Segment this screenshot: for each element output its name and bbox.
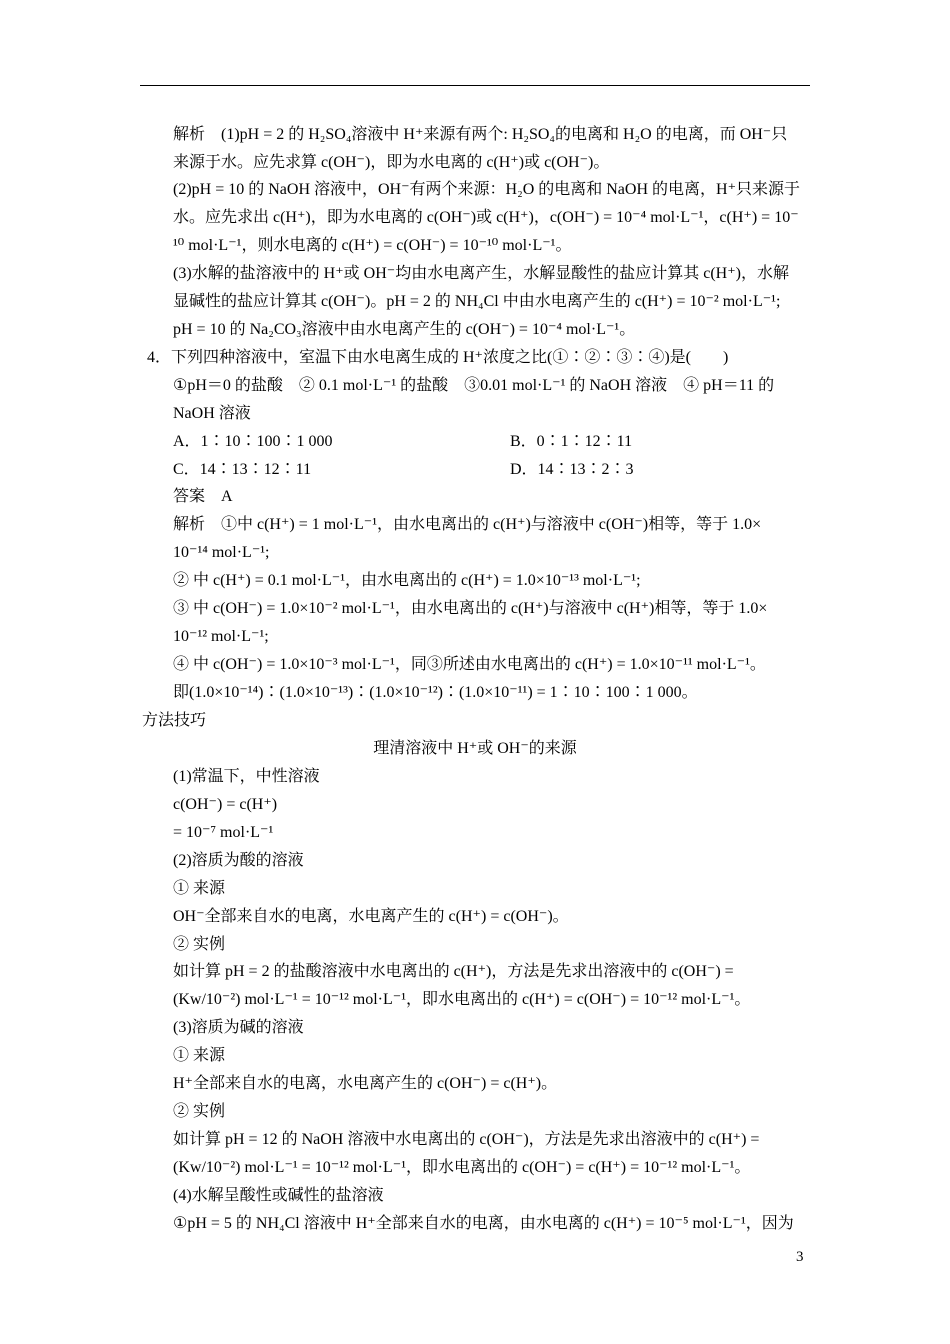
section-title: 理清溶液中 H⁺或 OH⁻的来源	[373, 740, 577, 757]
text-line: ¹⁰ mol·L⁻¹，则水电离的 c(H⁺) = c(OH⁻) = 10⁻¹⁰ mol·L⁻¹。	[173, 237, 572, 254]
text-line: ①pH＝0 的盐酸 ② 0.1 mol·L⁻¹ 的盐酸 ③0.01 mol·L⁻¹ 的 NaOH 溶液 ④ pH＝11 的	[173, 377, 775, 394]
text-line: 如计算 pH = 2 的盐酸溶液中水电离出的 c(H⁺)，方法是先求出溶液中的 c(OH⁻) =	[173, 963, 734, 980]
option-b: B．0∶1∶12∶11	[510, 433, 633, 450]
text-line: H⁺全部来自水的电离，水电离产生的 c(OH⁻) = c(H⁺)。	[173, 1075, 558, 1092]
text-line: OH⁻全部来自水的电离，水电离产生的 c(H⁺) = c(OH⁻)。	[173, 908, 569, 925]
text-line: ② 实例	[173, 1103, 226, 1120]
text-line: c(OH⁻) = c(H⁺)	[173, 796, 278, 813]
option-a: A．1∶10∶100∶1 000	[173, 433, 333, 450]
text-line: (Kw/10⁻²) mol·L⁻¹ = 10⁻¹² mol·L⁻¹，即水电离出的 c(H⁺) = c(OH⁻) = 10⁻¹² mol·L⁻¹。	[173, 991, 751, 1008]
text-line: 如计算 pH = 12 的 NaOH 溶液中水电离出的 c(OH⁻)，方法是先求出溶液中的 c(H⁺) =	[173, 1131, 760, 1148]
text-line: 显碱性的盐应计算其 c(OH⁻)。pH = 2 的 NH₄Cl 中由水电离产生的 c(H⁺) = 10⁻² mol·L⁻¹;	[173, 293, 781, 310]
text-line: pH = 10 的 Na₂CO₃溶液中由水电离产生的 c(OH⁻) = 10⁻⁴ mol·L⁻¹。	[173, 321, 636, 338]
text-line: 10⁻¹² mol·L⁻¹;	[173, 628, 269, 645]
text-line: (3)溶质为碱的溶液	[173, 1019, 304, 1036]
text-line: 来源于水。应先求算 c(OH⁻)，即为水电离的 c(H⁺)或 c(OH⁻)。	[173, 154, 610, 171]
page-number: 3	[796, 1249, 804, 1265]
text-line: NaOH 溶液	[173, 405, 251, 422]
text-line: 解析 ①中 c(H⁺) = 1 mol·L⁻¹，由水电离出的 c(H⁺)与溶液中 c(OH⁻)相等，等于 1.0×	[173, 516, 762, 533]
text-line: 水。应先求出 c(H⁺)，即为水电离的 c(OH⁻)或 c(H⁺)，c(OH⁻) = 10⁻⁴ mol·L⁻¹，c(H⁺) = 10⁻	[173, 209, 799, 226]
text-line: ①pH = 5 的 NH₄Cl 溶液中 H⁺全部来自水的电离，由水电离的 c(H⁺) = 10⁻⁵ mol·L⁻¹，因为	[173, 1215, 794, 1232]
text-line: ② 实例	[173, 936, 226, 953]
text-line: (2)溶质为酸的溶液	[173, 852, 304, 869]
text-line: ④ 中 c(OH⁻) = 1.0×10⁻³ mol·L⁻¹，同③所述由水电离出的 c(H⁺) = 1.0×10⁻¹¹ mol·L⁻¹。	[173, 656, 766, 673]
text-line: ① 来源	[173, 880, 226, 897]
answer-line: 答案 A	[173, 488, 233, 505]
option-c: C．14∶13∶12∶11	[173, 461, 312, 478]
question-4-stem: 4．下列四种溶液中，室温下由水电离生成的 H⁺浓度之比(①∶②∶③∶④)是( )	[147, 349, 729, 366]
text-line: (3)水解的盐溶液中的 H⁺或 OH⁻均由水电离产生，水解显酸性的盐应计算其 c(H⁺)，水解	[173, 265, 789, 282]
text-line: ③ 中 c(OH⁻) = 1.0×10⁻² mol·L⁻¹，由水电离出的 c(H⁺)与溶液中 c(H⁺)相等，等于 1.0×	[173, 600, 768, 617]
text-line: (Kw/10⁻²) mol·L⁻¹ = 10⁻¹² mol·L⁻¹，即水电离出的 c(OH⁻) = c(H⁺) = 10⁻¹² mol·L⁻¹。	[173, 1159, 751, 1176]
text-line: (1)常温下，中性溶液	[173, 768, 320, 785]
text-line: ① 来源	[173, 1047, 226, 1064]
text-line: 即(1.0×10⁻¹⁴)∶(1.0×10⁻¹³)∶(1.0×10⁻¹²)∶(1.0×10⁻¹¹) = 1∶10∶100∶1 000。	[173, 684, 698, 701]
text-line: ② 中 c(H⁺) = 0.1 mol·L⁻¹，由水电离出的 c(H⁺) = 1.0×10⁻¹³ mol·L⁻¹;	[173, 572, 641, 589]
header-rule	[140, 85, 810, 86]
text-line: (4)水解呈酸性或碱性的盐溶液	[173, 1187, 384, 1204]
text-line: (2)pH = 10 的 NaOH 溶液中，OH⁻有两个来源：H₂O 的电离和 NaOH 的电离，H⁺只来源于	[173, 181, 801, 198]
text-line: 解析 (1)pH = 2 的 H₂SO₄溶液中 H⁺来源有两个: H₂SO₄的电离和 H₂O 的电离，而 OH⁻只	[173, 126, 788, 143]
text-line: = 10⁻⁷ mol·L⁻¹	[173, 824, 274, 841]
section-heading: 方法技巧	[142, 712, 207, 729]
text-line: 10⁻¹⁴ mol·L⁻¹;	[173, 544, 270, 561]
option-d: D．14∶13∶2∶3	[510, 461, 634, 478]
